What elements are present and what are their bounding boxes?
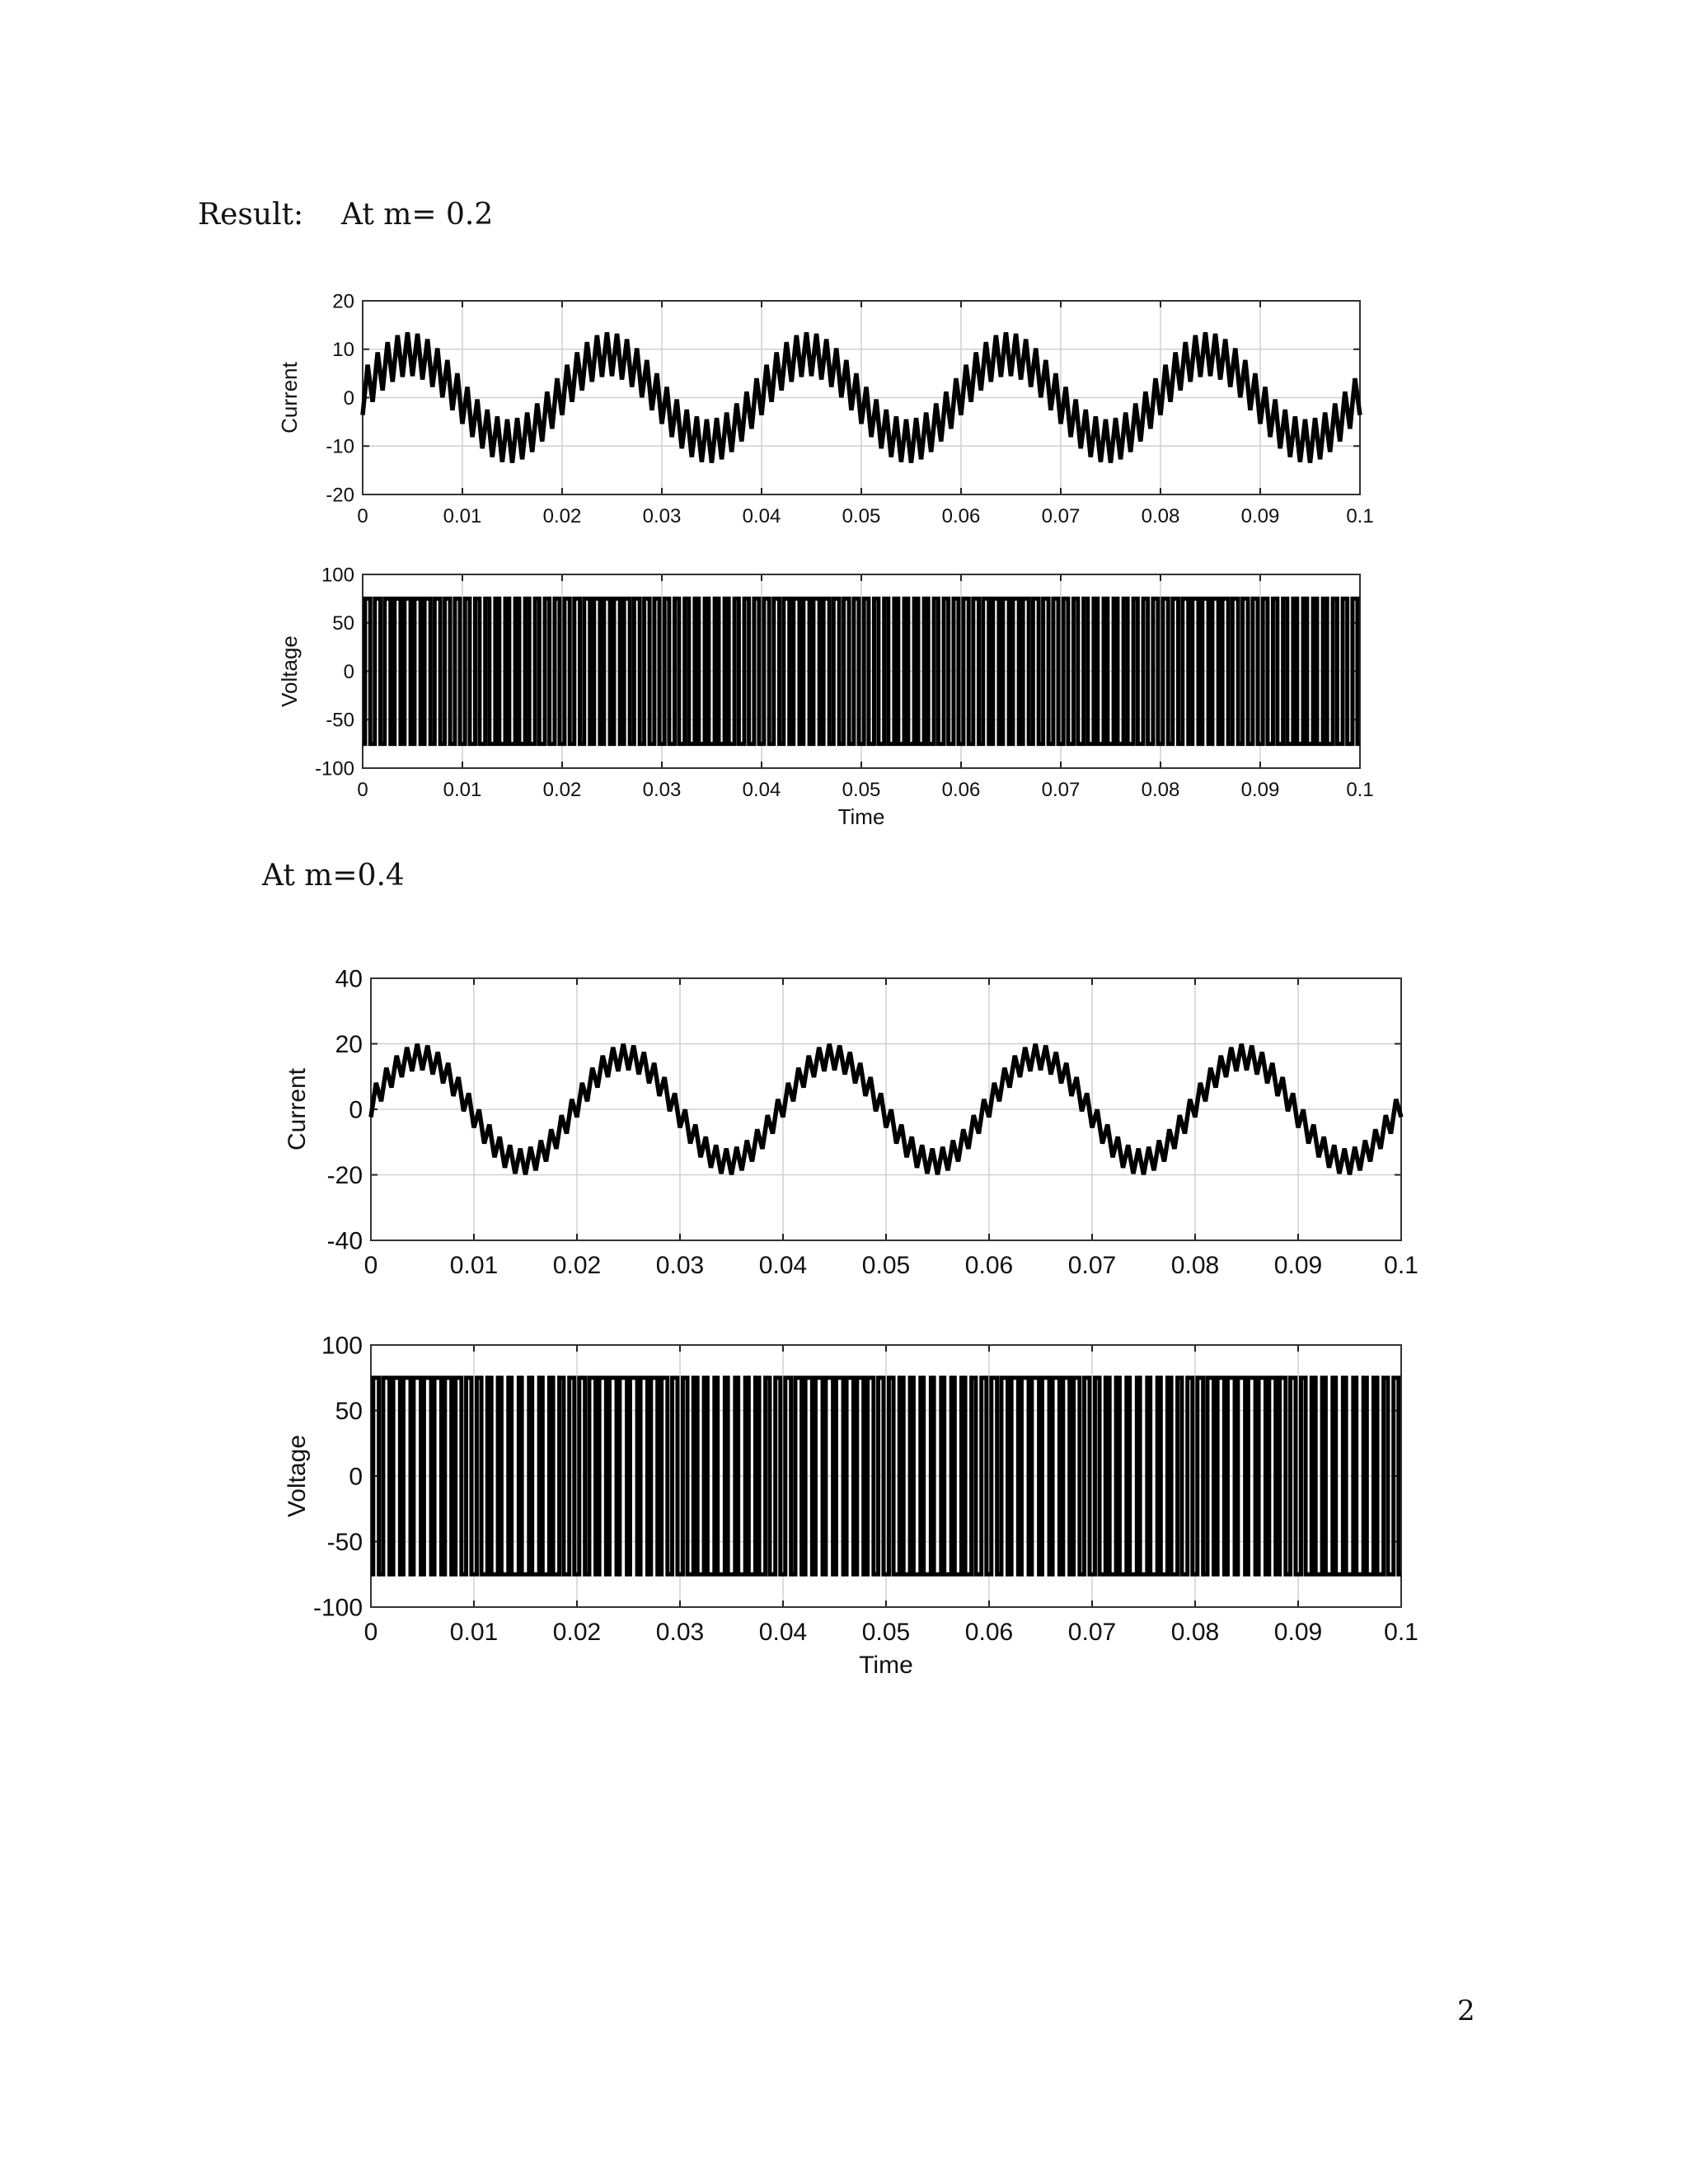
x-tick-label: 0.1 xyxy=(1346,505,1374,527)
y-axis-label: Voltage xyxy=(277,635,302,707)
y-tick-label: 0 xyxy=(349,1463,363,1491)
x-tick-label: 0.07 xyxy=(1067,1619,1117,1646)
x-tick-label: 0.09 xyxy=(1240,505,1280,527)
y-tick-label: -50 xyxy=(326,709,354,732)
y-tick-label: 100 xyxy=(321,1332,363,1360)
y-tick-label: -50 xyxy=(326,1529,363,1556)
x-tick-label: 0.07 xyxy=(1041,779,1081,801)
x-tick-label: 0.01 xyxy=(443,505,482,527)
page-number: 2 xyxy=(1457,1994,1475,2027)
x-tick-label: 0.06 xyxy=(941,779,981,801)
x-tick-label: 0.03 xyxy=(642,505,682,527)
x-tick-label: 0.02 xyxy=(542,779,582,801)
y-tick-label: 0 xyxy=(343,387,354,410)
y-tick-label: 40 xyxy=(335,965,363,993)
x-tick-label: 0.01 xyxy=(449,1252,499,1279)
y-tick-label: -10 xyxy=(326,435,354,458)
y-tick-label: 20 xyxy=(335,1031,363,1058)
x-axis-label: Time xyxy=(837,804,885,829)
x-tick-label: 0.08 xyxy=(1170,1252,1220,1279)
heading-m04: At m=0.4 xyxy=(262,859,405,893)
y-tick-label: 50 xyxy=(335,1398,363,1425)
x-tick-label: 0.07 xyxy=(1041,505,1081,527)
x-tick-label: 0.04 xyxy=(742,505,781,527)
x-tick-label: 0 xyxy=(357,779,368,801)
y-tick-label: 50 xyxy=(332,612,354,635)
x-tick-label: 0.01 xyxy=(443,779,482,801)
x-tick-label: 0.05 xyxy=(861,1252,911,1279)
x-tick-label: 0.03 xyxy=(655,1619,705,1646)
x-tick-label: 0.09 xyxy=(1273,1619,1323,1646)
x-tick-label: 0.05 xyxy=(861,1619,911,1646)
x-tick-label: 0.06 xyxy=(941,505,981,527)
y-tick-label: -40 xyxy=(326,1227,363,1255)
x-tick-label: 0.1 xyxy=(1346,779,1374,801)
x-axis-label: Time xyxy=(859,1652,913,1679)
x-tick-label: 0 xyxy=(363,1252,378,1279)
x-tick-label: 0.01 xyxy=(449,1619,499,1646)
y-tick-label: -20 xyxy=(326,1162,363,1189)
x-tick-label: 0.06 xyxy=(964,1252,1014,1279)
x-tick-label: 0.05 xyxy=(842,505,881,527)
x-tick-label: 0.09 xyxy=(1273,1252,1323,1279)
x-tick-label: 0.02 xyxy=(552,1619,602,1646)
x-tick-label: 0 xyxy=(363,1619,378,1646)
x-tick-label: 0.1 xyxy=(1384,1252,1418,1279)
y-tick-label: 0 xyxy=(343,660,354,683)
y-tick-label: -100 xyxy=(314,757,354,780)
x-tick-label: 0.07 xyxy=(1067,1252,1117,1279)
y-axis-label: Voltage xyxy=(284,1434,311,1518)
x-tick-label: 0.08 xyxy=(1141,505,1180,527)
x-tick-label: 0.09 xyxy=(1240,779,1280,801)
x-tick-label: 0.06 xyxy=(964,1619,1014,1646)
x-tick-label: 0 xyxy=(357,505,368,527)
heading-result-m02: Result: At m= 0.2 xyxy=(198,198,494,232)
y-tick-label: -100 xyxy=(312,1594,363,1622)
x-tick-label: 0.04 xyxy=(758,1252,808,1279)
x-tick-label: 0.08 xyxy=(1141,779,1180,801)
x-tick-label: 0.02 xyxy=(542,505,582,527)
x-tick-label: 0.04 xyxy=(742,779,781,801)
x-tick-label: 0.02 xyxy=(552,1252,602,1279)
y-tick-label: 10 xyxy=(332,339,354,362)
x-tick-label: 0.05 xyxy=(842,779,881,801)
y-tick-label: 0 xyxy=(349,1096,363,1124)
y-axis-label: Current xyxy=(284,1067,311,1151)
x-tick-label: 0.04 xyxy=(758,1619,808,1646)
x-tick-label: 0.03 xyxy=(655,1252,705,1279)
y-axis-label: Current xyxy=(277,362,302,434)
y-tick-label: 20 xyxy=(332,290,354,313)
y-tick-label: -20 xyxy=(326,484,354,507)
x-tick-label: 0.08 xyxy=(1170,1619,1220,1646)
x-tick-label: 0.1 xyxy=(1384,1619,1418,1646)
y-tick-label: 100 xyxy=(321,564,354,587)
x-tick-label: 0.03 xyxy=(642,779,682,801)
